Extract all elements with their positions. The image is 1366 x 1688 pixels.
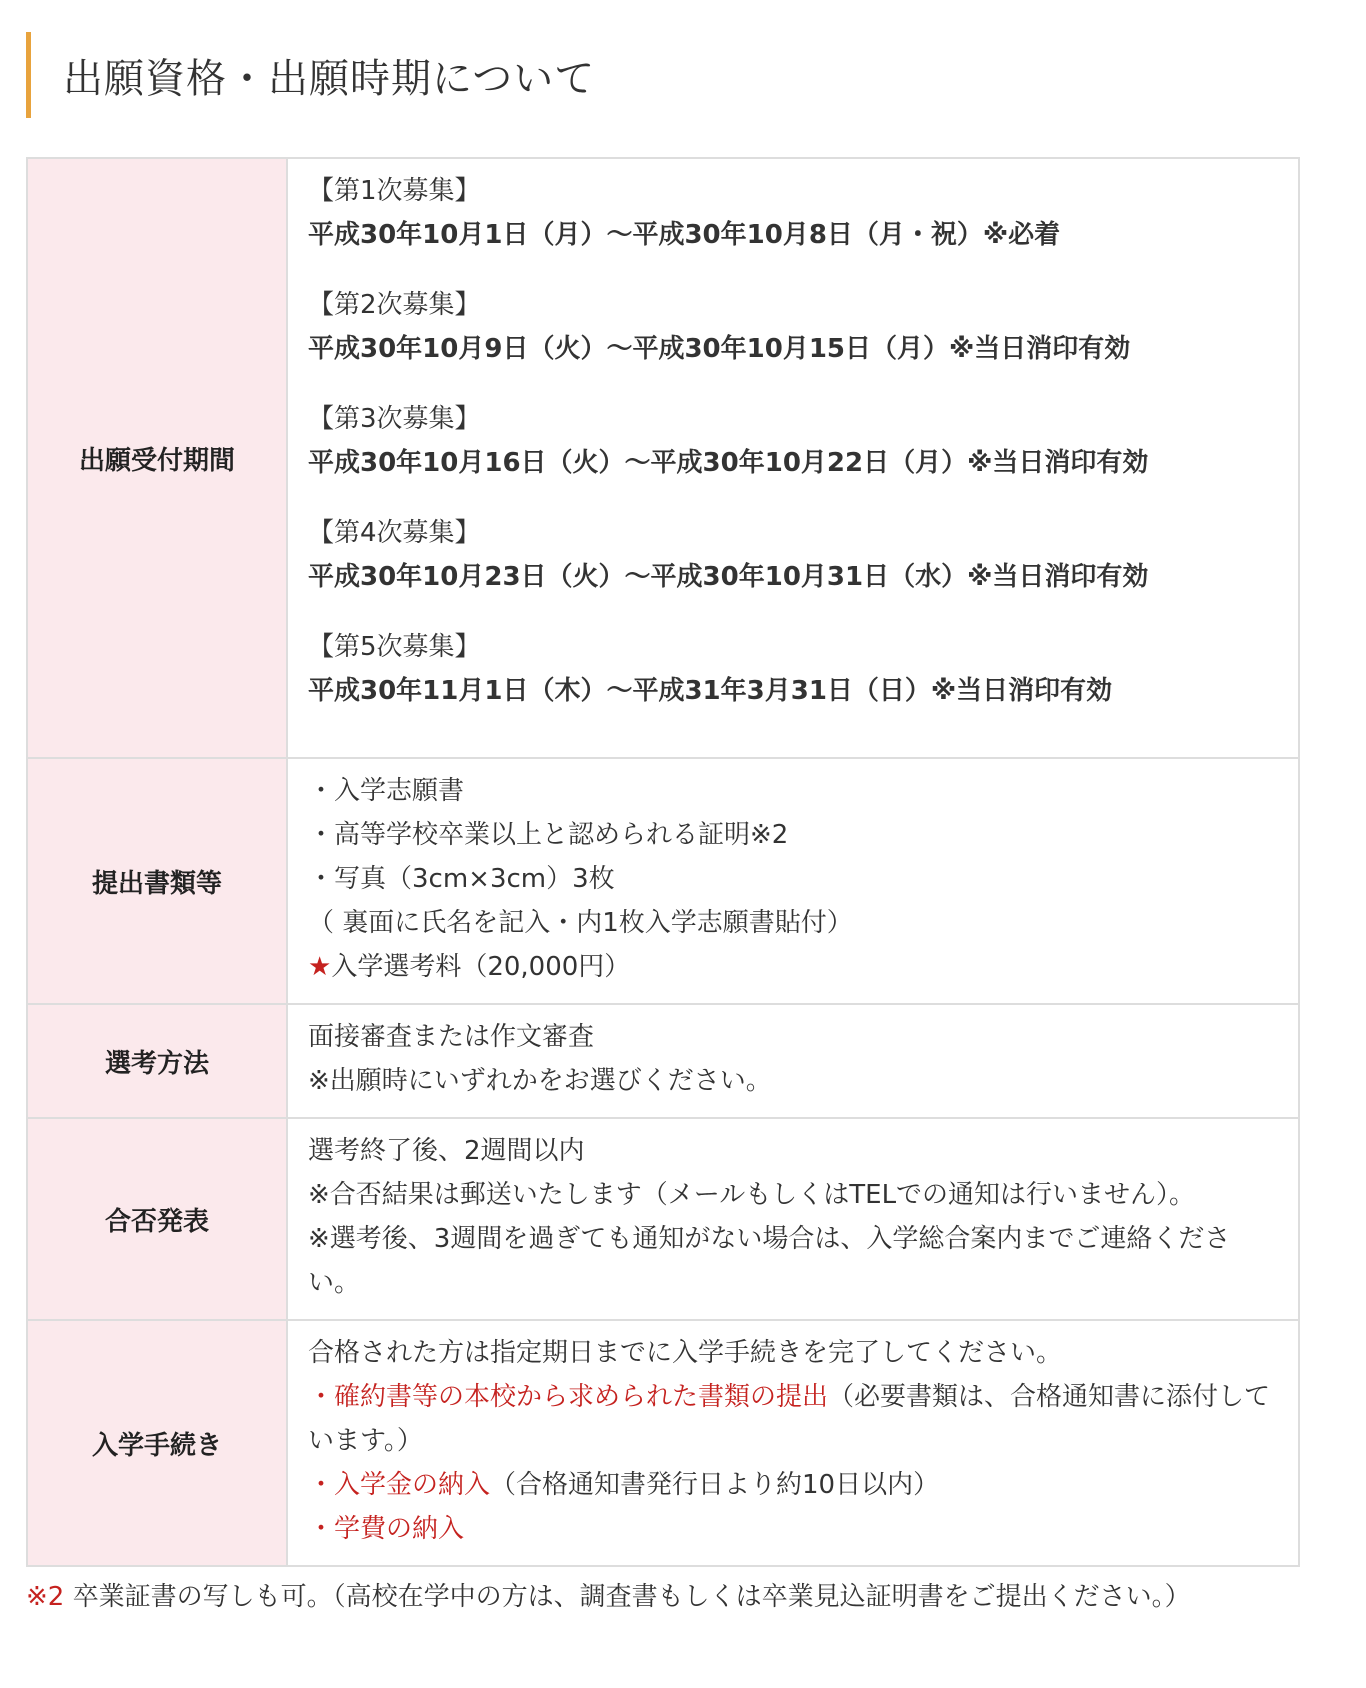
round-dates: 平成30年10月23日（火）〜平成30年10月31日（水）※当日消印有効: [308, 562, 1149, 592]
procedure-item-highlight: ・入学金の納入: [308, 1470, 491, 1500]
fee-text: 入学選考料（20,000円）: [331, 952, 631, 982]
document-item: ・写真（3cm×3cm）3枚: [308, 864, 615, 894]
row-content-period: [287, 158, 1299, 758]
recruitment-round-1: [308, 169, 1278, 257]
table-row-procedure: [27, 1320, 1299, 1566]
round-title: 【第5次募集】: [308, 632, 481, 662]
round-title: 【第2次募集】: [308, 290, 481, 320]
row-label-period: 出願受付期間: [27, 158, 287, 758]
round-dates: 平成30年10月1日（月）〜平成30年10月8日（月・祝）※必着: [308, 220, 1061, 250]
recruitment-round-4: [308, 511, 1278, 599]
result-line: ※合否結果は郵送いたします（メールもしくはTELでの通知は行いません）。: [308, 1180, 1196, 1210]
recruitment-round-3: [308, 397, 1278, 485]
procedure-item-note: （必要書類は、合格通知書に添付しています。）: [308, 1382, 1271, 1456]
method-line: ※出願時にいずれかをお選びください。: [308, 1066, 772, 1096]
procedure-item-documents: [308, 1375, 1278, 1463]
method-line: 面接審査または作文審査: [308, 1022, 595, 1052]
footnote-text: 卒業証書の写しも可。（高校在学中の方は、調査書もしくは卒業見込証明書をご提出ください。）: [64, 1582, 1191, 1612]
row-label-documents: 提出書類等: [27, 758, 287, 1004]
recruitment-round-2: [308, 283, 1278, 371]
table-row-documents: [27, 758, 1299, 1004]
procedure-item-tuition: ・学費の納入: [308, 1514, 465, 1544]
admission-info-table: [26, 157, 1300, 1567]
table-row-method: [27, 1004, 1299, 1118]
document-item: （ 裏面に氏名を記入・内1枚入学志願書貼付）: [308, 908, 853, 938]
recruitment-round-5: [308, 625, 1278, 713]
result-line: 選考終了後、2週間以内: [308, 1136, 585, 1166]
row-content-method: [287, 1004, 1299, 1118]
document-item: ・高等学校卒業以上と認められる証明※2: [308, 820, 789, 850]
footnote-mark: ※2: [26, 1582, 65, 1612]
row-content-documents: [287, 758, 1299, 1004]
document-item: ・入学志願書: [308, 776, 465, 806]
round-title: 【第4次募集】: [308, 518, 481, 548]
footnote: [26, 1575, 1256, 1619]
procedure-item-note: （合格通知書発行日より約10日以内）: [490, 1470, 940, 1500]
round-title: 【第1次募集】: [308, 176, 481, 206]
round-dates: 平成30年10月16日（火）〜平成30年10月22日（月）※当日消印有効: [308, 448, 1149, 478]
table-row-result: [27, 1118, 1299, 1320]
row-label-procedure: 入学手続き: [27, 1320, 287, 1566]
round-title: 【第3次募集】: [308, 404, 481, 434]
section-heading: 出願資格・出願時期について: [26, 32, 595, 118]
row-label-method: 選考方法: [27, 1004, 287, 1118]
procedure-item-enrollment-fee: [308, 1463, 1278, 1507]
round-dates: 平成30年11月1日（木）〜平成31年3月31日（日）※当日消印有効: [308, 676, 1113, 706]
round-dates: 平成30年10月9日（火）〜平成30年10月15日（月）※当日消印有効: [308, 334, 1131, 364]
star-icon: ★: [308, 952, 332, 982]
table-row-period: [27, 158, 1299, 758]
document-fee-item: [308, 945, 1278, 989]
row-content-procedure: [287, 1320, 1299, 1566]
procedure-intro: 合格された方は指定期日までに入学手続きを完了してください。: [308, 1338, 1063, 1368]
row-label-result: 合否発表: [27, 1118, 287, 1320]
procedure-item-highlight: ・確約書等の本校から求められた書類の提出: [308, 1382, 829, 1412]
result-line: ※選考後、3週間を過ぎても通知がない場合は、入学総合案内までご連絡ください。: [308, 1224, 1231, 1298]
row-content-result: [287, 1118, 1299, 1320]
